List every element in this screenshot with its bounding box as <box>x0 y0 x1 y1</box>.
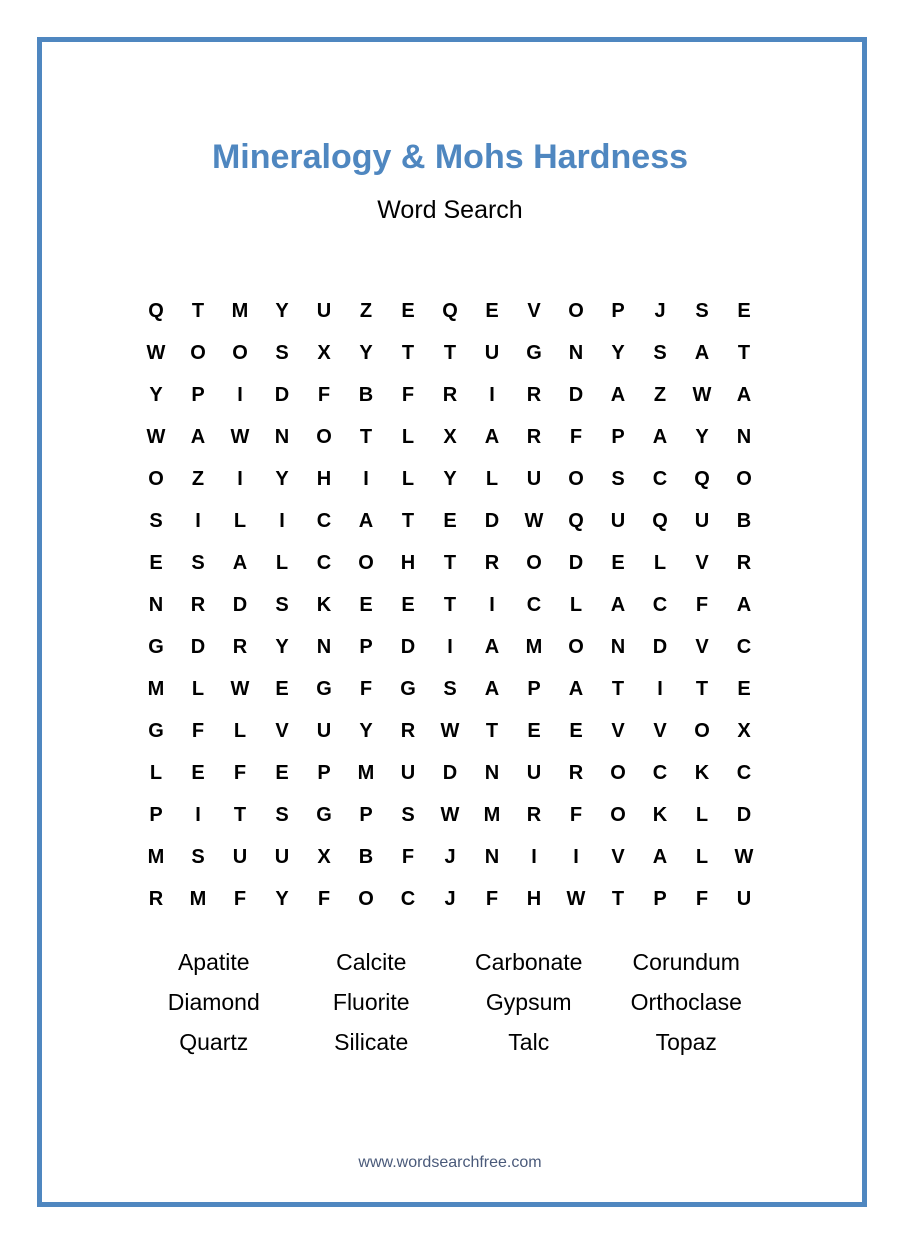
word-list-item: Corundum <box>632 949 740 975</box>
grid-letter[interactable]: P <box>653 888 667 910</box>
grid-letter[interactable]: I <box>237 384 243 406</box>
word-list-item: Fluorite <box>332 989 410 1015</box>
grid-letter[interactable]: F <box>317 888 331 910</box>
grid-letter[interactable]: W <box>230 678 250 700</box>
grid-letter[interactable]: W <box>146 426 166 448</box>
grid-letter[interactable]: R <box>526 804 542 826</box>
grid-row <box>135 836 765 878</box>
grid-letter[interactable]: O <box>610 762 626 784</box>
grid-letter[interactable]: W <box>734 846 754 868</box>
grid-letter[interactable]: F <box>569 426 583 448</box>
grid-letter[interactable]: L <box>401 426 415 448</box>
grid-letter[interactable]: L <box>695 846 709 868</box>
grid-letter[interactable]: V <box>653 720 667 742</box>
grid-letter[interactable]: I <box>657 678 663 700</box>
grid-letter[interactable]: O <box>190 342 206 364</box>
grid-letter[interactable]: O <box>358 888 374 910</box>
grid-letter[interactable]: M <box>525 636 543 658</box>
grid-letter[interactable]: M <box>147 678 165 700</box>
grid-letter[interactable]: P <box>359 804 373 826</box>
grid-letter[interactable]: P <box>611 300 625 322</box>
grid-letter[interactable]: M <box>231 300 249 322</box>
grid-letter[interactable]: U <box>316 720 332 742</box>
grid-letter[interactable]: C <box>736 762 752 784</box>
grid-letter[interactable]: N <box>568 342 584 364</box>
grid-letter[interactable]: S <box>149 510 163 532</box>
grid-letter[interactable]: O <box>526 552 542 574</box>
grid-row <box>135 290 765 332</box>
grid-letter[interactable]: W <box>146 342 166 364</box>
grid-letter[interactable]: L <box>275 552 289 574</box>
grid-letter[interactable]: T <box>611 888 625 910</box>
grid-letter[interactable]: A <box>652 846 668 868</box>
grid-letter[interactable]: A <box>358 510 374 532</box>
grid-letter[interactable]: L <box>485 468 499 490</box>
grid-letter[interactable]: P <box>359 636 373 658</box>
grid-letter[interactable]: S <box>611 468 625 490</box>
grid-letter[interactable]: T <box>233 804 247 826</box>
word-list-item: Topaz <box>655 1029 717 1055</box>
grid-letter[interactable]: Y <box>359 342 373 364</box>
grid-letter[interactable]: W <box>692 384 712 406</box>
grid-letter[interactable]: M <box>357 762 375 784</box>
grid-letter[interactable]: T <box>443 594 457 616</box>
grid-letter[interactable]: S <box>275 594 289 616</box>
grid-letter[interactable]: L <box>695 804 709 826</box>
footer-url[interactable]: www.wordsearchfree.com <box>358 1154 542 1171</box>
grid-row <box>135 710 765 752</box>
grid-letter[interactable]: G <box>400 678 416 700</box>
word-list-item: Talc <box>508 1029 550 1055</box>
grid-letter[interactable]: Y <box>275 636 289 658</box>
grid-letter[interactable]: F <box>233 888 247 910</box>
grid-letter[interactable]: F <box>317 384 331 406</box>
grid-letter[interactable]: E <box>485 300 499 322</box>
word-list-item: Gypsum <box>485 989 572 1015</box>
grid-letter[interactable]: N <box>274 426 290 448</box>
grid-letter[interactable]: A <box>652 426 668 448</box>
grid-letter[interactable]: S <box>275 804 289 826</box>
word-list-item: Apatite <box>177 949 250 975</box>
grid-letter[interactable]: Y <box>611 342 625 364</box>
grid-letter[interactable]: M <box>189 888 207 910</box>
grid-letter[interactable]: R <box>442 384 458 406</box>
grid-letter[interactable]: L <box>569 594 583 616</box>
grid-letter[interactable]: C <box>652 468 668 490</box>
grid-letter[interactable]: G <box>316 804 332 826</box>
grid-letter[interactable]: I <box>237 468 243 490</box>
grid-letter[interactable]: E <box>737 678 751 700</box>
word-list <box>135 942 765 1062</box>
grid-letter[interactable]: X <box>317 846 331 868</box>
word-list-item: Carbonate <box>475 949 583 975</box>
grid-letter[interactable]: E <box>443 510 457 532</box>
grid-letter[interactable]: S <box>275 342 289 364</box>
grid-letter[interactable]: T <box>443 552 457 574</box>
grid-letter[interactable]: E <box>401 300 415 322</box>
grid-letter[interactable]: H <box>316 468 332 490</box>
grid-letter[interactable]: A <box>232 552 248 574</box>
grid-letter[interactable]: A <box>484 636 500 658</box>
grid-letter[interactable]: J <box>654 300 666 322</box>
grid-letter[interactable]: K <box>652 804 668 826</box>
grid-letter[interactable]: W <box>230 426 250 448</box>
grid-letter[interactable]: A <box>736 594 752 616</box>
grid-letter[interactable]: K <box>694 762 710 784</box>
grid-letter[interactable]: R <box>526 384 542 406</box>
grid-row <box>135 794 765 836</box>
grid-letter[interactable]: I <box>531 846 537 868</box>
grid-letter[interactable]: M <box>483 804 501 826</box>
grid-letter[interactable]: N <box>484 846 500 868</box>
grid-letter[interactable]: T <box>443 342 457 364</box>
grid-letter[interactable]: D <box>190 636 206 658</box>
grid-letter[interactable]: Z <box>191 468 205 490</box>
grid-letter[interactable]: O <box>568 468 584 490</box>
letter-grid <box>135 290 765 920</box>
grid-letter[interactable]: F <box>233 762 247 784</box>
grid-letter[interactable]: A <box>610 594 626 616</box>
grid-letter[interactable]: P <box>317 762 331 784</box>
grid-row <box>135 332 765 374</box>
grid-letter[interactable]: I <box>489 384 495 406</box>
grid-letter[interactable]: U <box>694 510 710 532</box>
grid-letter[interactable]: O <box>610 804 626 826</box>
grid-letter[interactable]: Y <box>275 300 289 322</box>
grid-letter[interactable]: A <box>484 678 500 700</box>
grid-letter[interactable]: R <box>736 552 752 574</box>
grid-letter[interactable]: F <box>695 594 709 616</box>
grid-letter[interactable]: E <box>611 552 625 574</box>
grid-letter[interactable]: Q <box>694 468 710 490</box>
grid-letter[interactable]: I <box>447 636 453 658</box>
grid-letter[interactable]: J <box>444 846 456 868</box>
grid-letter[interactable]: E <box>275 678 289 700</box>
grid-letter[interactable]: F <box>401 384 415 406</box>
grid-letter[interactable]: S <box>653 342 667 364</box>
grid-letter[interactable]: O <box>568 636 584 658</box>
grid-letter[interactable]: W <box>524 510 544 532</box>
word-list-item: Orthoclase <box>630 989 742 1015</box>
grid-letter[interactable]: C <box>736 636 752 658</box>
grid-letter[interactable]: H <box>400 552 416 574</box>
grid-letter[interactable]: T <box>401 342 415 364</box>
grid-letter[interactable]: I <box>573 846 579 868</box>
page-title: Mineralogy & Mohs Hardness <box>211 138 689 176</box>
grid-letter[interactable]: U <box>400 762 416 784</box>
grid-letter[interactable]: P <box>191 384 205 406</box>
grid-letter[interactable]: C <box>652 762 668 784</box>
grid-letter[interactable]: U <box>526 762 542 784</box>
grid-letter[interactable]: A <box>484 426 500 448</box>
grid-letter[interactable]: J <box>444 888 456 910</box>
grid-letter[interactable]: B <box>736 510 752 532</box>
grid-letter[interactable]: Y <box>443 468 457 490</box>
grid-letter[interactable]: F <box>359 678 373 700</box>
grid-letter[interactable]: I <box>363 468 369 490</box>
grid-letter[interactable]: M <box>147 846 165 868</box>
grid-letter[interactable]: T <box>485 720 499 742</box>
grid-letter[interactable]: Y <box>275 888 289 910</box>
grid-letter[interactable]: S <box>191 552 205 574</box>
grid-letter[interactable]: T <box>401 510 415 532</box>
grid-letter[interactable]: U <box>736 888 752 910</box>
grid-letter[interactable]: A <box>694 342 710 364</box>
grid-row <box>135 458 765 500</box>
grid-letter[interactable]: T <box>359 426 373 448</box>
grid-letter[interactable]: A <box>568 678 584 700</box>
grid-letter[interactable]: U <box>274 846 290 868</box>
page-subtitle: Word Search <box>377 196 523 224</box>
grid-letter[interactable]: D <box>274 384 290 406</box>
grid-letter[interactable]: F <box>485 888 499 910</box>
grid-letter[interactable]: G <box>526 342 542 364</box>
grid-letter[interactable]: S <box>443 678 457 700</box>
grid-letter[interactable]: U <box>316 300 332 322</box>
grid-letter[interactable]: O <box>232 342 248 364</box>
grid-letter[interactable]: W <box>566 888 586 910</box>
grid-letter[interactable]: O <box>358 552 374 574</box>
grid-letter[interactable]: N <box>148 594 164 616</box>
grid-letter[interactable]: N <box>484 762 500 784</box>
grid-letter[interactable]: V <box>275 720 289 742</box>
grid-letter[interactable]: Z <box>359 300 373 322</box>
grid-letter[interactable]: D <box>568 384 584 406</box>
grid-letter[interactable]: G <box>148 636 164 658</box>
grid-letter[interactable]: W <box>440 720 460 742</box>
grid-letter[interactable]: U <box>232 846 248 868</box>
grid-letter[interactable]: F <box>695 888 709 910</box>
grid-letter[interactable]: I <box>195 804 201 826</box>
grid-letter[interactable]: A <box>736 384 752 406</box>
grid-row <box>135 626 765 668</box>
grid-letter[interactable]: G <box>148 720 164 742</box>
grid-letter[interactable]: R <box>484 552 500 574</box>
grid-letter[interactable]: E <box>527 720 541 742</box>
grid-letter[interactable]: L <box>233 510 247 532</box>
grid-row <box>135 542 765 584</box>
grid-letter[interactable]: D <box>568 552 584 574</box>
grid-letter[interactable]: L <box>191 678 205 700</box>
grid-letter[interactable]: O <box>568 300 584 322</box>
word-list-item: Quartz <box>179 1029 249 1055</box>
grid-letter[interactable]: O <box>316 426 332 448</box>
grid-letter[interactable]: C <box>652 594 668 616</box>
grid-letter[interactable]: O <box>148 468 164 490</box>
grid-letter[interactable]: R <box>400 720 416 742</box>
grid-letter[interactable]: V <box>611 720 625 742</box>
grid-letter[interactable]: Q <box>442 300 458 322</box>
grid-letter[interactable]: R <box>526 426 542 448</box>
grid-letter[interactable]: R <box>148 888 164 910</box>
grid-letter[interactable]: Z <box>653 384 667 406</box>
grid-letter[interactable]: C <box>400 888 416 910</box>
grid-letter[interactable]: S <box>401 804 415 826</box>
grid-letter[interactable]: H <box>526 888 542 910</box>
grid-letter[interactable]: E <box>275 762 289 784</box>
grid-letter[interactable]: E <box>737 300 751 322</box>
grid-letter[interactable]: S <box>191 846 205 868</box>
grid-letter[interactable]: L <box>233 720 247 742</box>
grid-letter[interactable]: V <box>695 552 709 574</box>
grid-letter[interactable]: A <box>190 426 206 448</box>
grid-letter[interactable]: N <box>610 636 626 658</box>
grid-letter[interactable]: T <box>737 342 751 364</box>
grid-letter[interactable]: L <box>401 468 415 490</box>
grid-letter[interactable]: B <box>358 846 374 868</box>
grid-letter[interactable]: I <box>489 594 495 616</box>
grid-letter[interactable]: C <box>316 552 332 574</box>
grid-letter[interactable]: V <box>695 636 709 658</box>
grid-letter[interactable]: F <box>401 846 415 868</box>
word-list-item: Silicate <box>334 1029 409 1055</box>
grid-letter[interactable]: D <box>652 636 668 658</box>
grid-letter[interactable]: E <box>359 594 373 616</box>
grid-row <box>135 500 765 542</box>
grid-letter[interactable]: D <box>400 636 416 658</box>
grid-letter[interactable]: F <box>569 804 583 826</box>
grid-letter[interactable]: Q <box>148 300 164 322</box>
grid-letter[interactable]: F <box>191 720 205 742</box>
grid-letter[interactable]: D <box>442 762 458 784</box>
grid-letter[interactable]: Q <box>568 510 584 532</box>
grid-letter[interactable]: D <box>736 804 752 826</box>
grid-letter[interactable]: C <box>526 594 542 616</box>
grid-letter[interactable]: U <box>610 510 626 532</box>
grid-letter[interactable]: L <box>149 762 163 784</box>
grid-letter[interactable]: E <box>149 552 163 574</box>
grid-letter[interactable]: V <box>611 846 625 868</box>
grid-letter[interactable]: L <box>653 552 667 574</box>
grid-letter[interactable]: R <box>232 636 248 658</box>
grid-row <box>135 584 765 626</box>
grid-letter[interactable]: Y <box>359 720 373 742</box>
grid-letter[interactable]: C <box>316 510 332 532</box>
grid-letter[interactable]: N <box>736 426 752 448</box>
grid-letter[interactable]: E <box>191 762 205 784</box>
grid-letter[interactable]: N <box>316 636 332 658</box>
grid-letter[interactable]: V <box>527 300 541 322</box>
grid-letter[interactable]: I <box>195 510 201 532</box>
grid-letter[interactable]: Q <box>652 510 668 532</box>
grid-letter[interactable]: U <box>484 342 500 364</box>
word-list-item: Diamond <box>167 989 260 1015</box>
grid-letter[interactable]: K <box>316 594 332 616</box>
grid-letter[interactable]: X <box>317 342 331 364</box>
grid-row <box>135 752 765 794</box>
grid-letter[interactable]: G <box>316 678 332 700</box>
grid-letter[interactable]: I <box>279 510 285 532</box>
grid-letter[interactable]: P <box>611 426 625 448</box>
grid-letter[interactable]: Y <box>149 384 163 406</box>
grid-letter[interactable]: D <box>484 510 500 532</box>
grid-letter[interactable]: X <box>443 426 457 448</box>
grid-letter[interactable]: P <box>149 804 163 826</box>
grid-letter[interactable]: T <box>611 678 625 700</box>
grid-letter[interactable]: T <box>695 678 709 700</box>
grid-letter[interactable]: O <box>736 468 752 490</box>
grid-letter[interactable]: X <box>737 720 751 742</box>
grid-row <box>135 878 765 920</box>
word-list-item: Calcite <box>336 949 407 975</box>
grid-letter[interactable]: D <box>232 594 248 616</box>
grid-row <box>135 374 765 416</box>
grid-letter[interactable]: R <box>568 762 584 784</box>
grid-row <box>135 668 765 710</box>
grid-letter[interactable]: O <box>694 720 710 742</box>
grid-letter[interactable]: R <box>190 594 206 616</box>
grid-letter[interactable]: Y <box>695 426 709 448</box>
grid-letter[interactable]: B <box>358 384 374 406</box>
grid-letter[interactable]: U <box>526 468 542 490</box>
grid-letter[interactable]: E <box>401 594 415 616</box>
grid-letter[interactable]: Y <box>275 468 289 490</box>
grid-letter[interactable]: P <box>527 678 541 700</box>
grid-letter[interactable]: S <box>695 300 709 322</box>
grid-letter[interactable]: W <box>440 804 460 826</box>
grid-row <box>135 416 765 458</box>
grid-letter[interactable]: T <box>191 300 205 322</box>
grid-letter[interactable]: A <box>610 384 626 406</box>
grid-letter[interactable]: E <box>569 720 583 742</box>
